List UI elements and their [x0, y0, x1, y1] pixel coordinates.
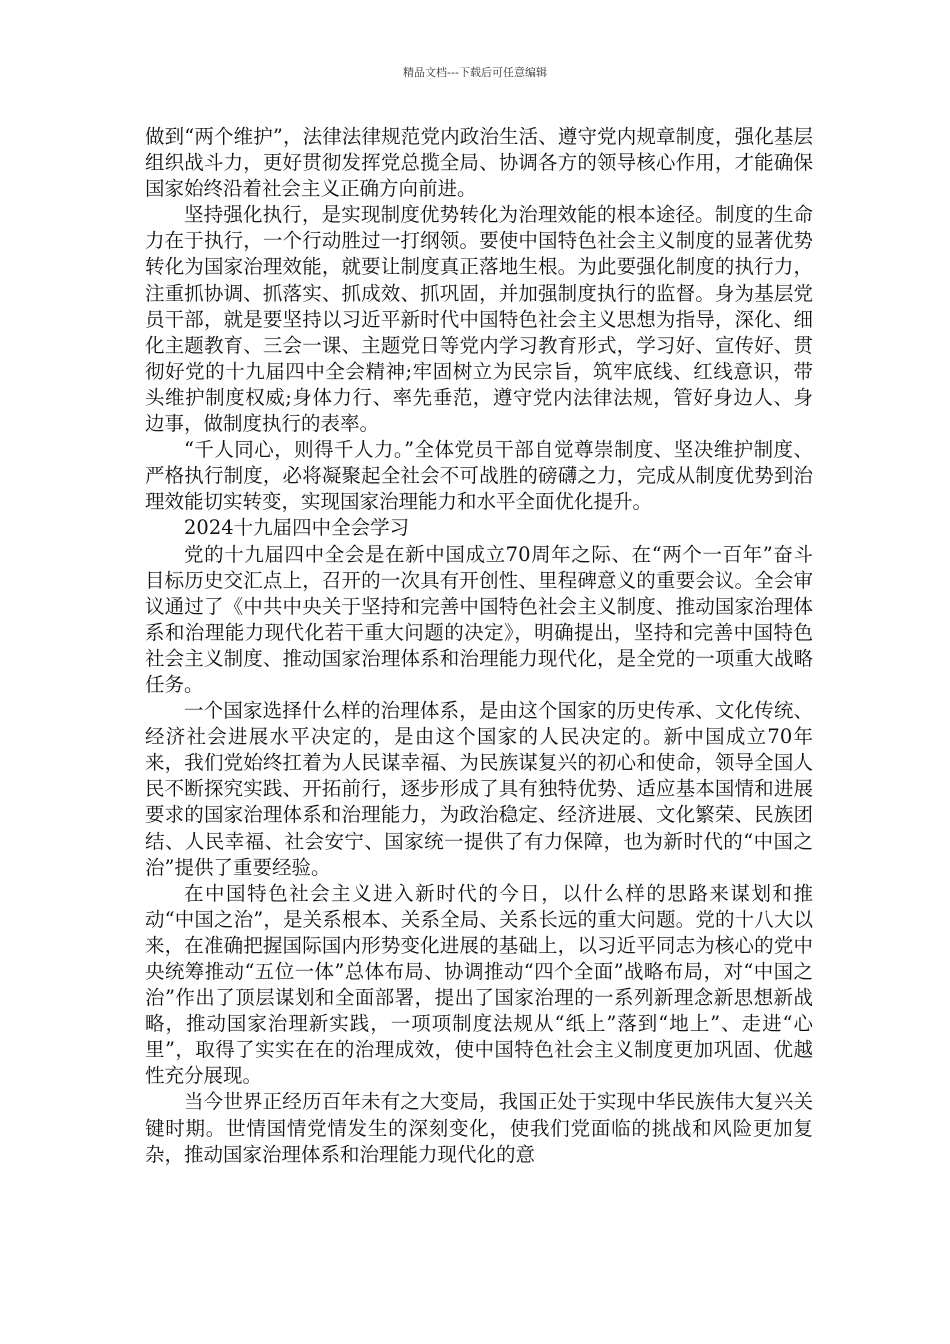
paragraph-4: 党的十九届四中全会是在新中国成立70周年之际、在“两个一百年”奋斗目标历史交汇点上，召开的一次具有开创性、里程碑意义的重要会议。全会审议通过了《中共中央关于坚持和完善中国特色社会主义制度、推动国家治理体系和治理能力现代化若干重大问题的决定》，明确提出，坚持和完善中国特色社会主义制度、推动国家治理体系和治理能力现代化，是全党的一项重大战略任务。	[145, 542, 813, 696]
paragraph-2: 坚持强化执行，是实现制度优势转化为治理效能的根本途径。制度的生命力在于执行，一个行动胜过一打纲领。要使中国特色社会主义制度的显著优势转化为国家治理效能，就要让制度真正落地生根。为此要强化制度的执行力，注重抓协调、抓落实、抓成效、抓巩固，并加强制度执行的监督。身为基层党员干部，就是要坚持以习近平新时代中国特色社会主义思想为指导，深化、细化主题教育、三会一课、主题党日等党内学习教育形式，学习好、宣传好、贯彻好党的十九届四中全会精神;牢固树立为民宗旨，筑牢底线、红线意识，带头维护制度权威;身体力行、率先垂范，遵守党内法律法规，管好身边人、身边事，做制度执行的表率。	[145, 203, 813, 436]
paragraph-6: 在中国特色社会主义进入新时代的今日，以什么样的思路来谋划和推动“中国之治”，是关系根本、关系全局、关系长远的重大问题。党的十八大以来，在准确把握国际国内形势变化进展的基础上，以习近平同志为核心的党中央统筹推动“五位一体”总体布局、协调推动“四个全面”战略布局，对“中国之治”作出了顶层谋划和全面部署，提出了国家治理的一系列新理念新思想新战略，推动国家治理新实践，一项项制度法规从“纸上”落到“地上”、走进“心里”，取得了实实在在的治理成效，使中国特色社会主义制度更加巩固、优越性充分展现。	[145, 881, 813, 1088]
paragraph-7: 当今世界正经历百年未有之大变局，我国正处于实现中华民族伟大复兴关键时期。世情国情党情发生的深刻变化，使我们党面临的挑战和风险更加复杂，推动国家治理体系和治理能力现代化的意	[145, 1090, 813, 1166]
page-header: 精品文档---下载后可任意编辑	[403, 66, 547, 79]
paragraph-3: “千人同心，则得千人力。”全体党员干部自觉尊崇制度、坚决维护制度、严格执行制度，必将凝聚起全社会不可战胜的磅礴之力，完成从制度优势到治理效能切实转变，实现国家治理能力和水平全面优化提升。	[145, 438, 813, 514]
document-body	[145, 124, 813, 1168]
paragraph-5: 一个国家选择什么样的治理体系，是由这个国家的历史传承、文化传统、经济社会进展水平决定的，是由这个国家的人民决定的。新中国成立70年来，我们党始终扛着为人民谋幸福、为民族谋复兴的初心和使命，领导全国人民不断探究实践、开拓前行，逐步形成了具有独特优势、适应基本国情和进展要求的国家治理体系和治理能力，为政治稳定、经济进展、文化繁荣、民族团结、人民幸福、社会安宁、国家统一提供了有力保障，也为新时代的“中国之治”提供了重要经验。	[145, 699, 813, 879]
paragraph-1: 做到“两个维护”，法律法律规范党内政治生活、遵守党内规章制度，强化基层组织战斗力，更好贯彻发挥党总揽全局、协调各方的领导核心作用，才能确保国家始终沿着社会主义正确方向前进。	[145, 125, 813, 201]
section-heading: 2024十九届四中全会学习	[184, 516, 410, 540]
